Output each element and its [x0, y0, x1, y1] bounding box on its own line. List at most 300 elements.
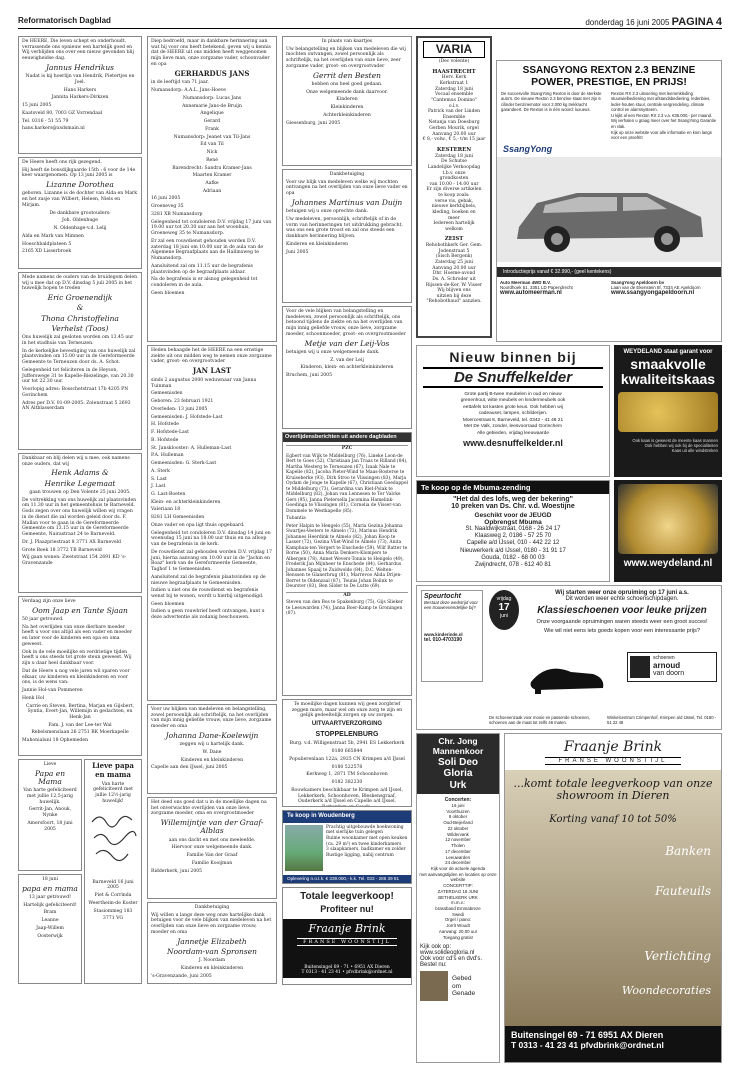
text-line: Oom Jaap en Tante Sjaan [32, 605, 128, 615]
shop-name2: van doorn [653, 670, 685, 678]
concert-line: 17 december [445, 848, 471, 854]
text-line: Heden behaagde het de HEERE na een ernstige ziekte uit ons midden weg te nemen onze zorgzame vader, groot- en overgrootvader [151, 348, 272, 365]
text-line: Dat de Heere u nog vele jaren wil sparen voor elkaar, uw kinderen en kleinkinderen en voor ons, is de wens van: [22, 668, 130, 686]
ad-sub: Geschikt voor de JEUGD [474, 512, 552, 519]
contact-address: Buitensingel 69 - 71 6951 AX Dieren [511, 1030, 664, 1040]
shoe-copy [525, 590, 719, 634]
ad-brand: De Snuffelkelder [423, 367, 603, 388]
varia-line: Vocaal ensemble [434, 92, 474, 98]
text-line: Na het overlijden van onze dierbare moeder heeft u voor ons altijd als een vader en moeder en later voor de kinderen een opa en oma geweest. [22, 624, 132, 647]
wedding-announcement-henk-henrike [18, 453, 142, 593]
text-line: Mede namens de ouders van de bruidegom delen wij u mee dat op D.V. dinsdag 5 juli 2005 in het huwelijk hopen te treden [22, 275, 138, 292]
cd-cover [420, 971, 448, 1001]
text-line: Hoeschbaldplateen 5 [22, 241, 72, 247]
concert-line: ZATERDAG 18 JUNI [437, 888, 479, 894]
text-line: Metje van der Leij-Vos [304, 338, 390, 348]
word-banken: Banken [665, 844, 711, 858]
text-line: Mahonialuni 18 Ophemeden [22, 738, 89, 744]
text-line: 0182 382230 [331, 780, 363, 786]
text-line: Verdaag zijn onze lieve [22, 599, 76, 604]
ad-line: www.desnuffelkelder.nl [463, 438, 563, 449]
text-line: Noordam-van Spronsen [166, 946, 257, 956]
text-line: aan ons dacht en met ons meeleefde. [168, 837, 256, 843]
concert-line: Aanvang: 20.00 uur [438, 928, 478, 934]
cd-title-word: om [452, 982, 462, 990]
text-line: F. Hofstede-Last [151, 430, 189, 436]
obituary-list: Tubantia [286, 516, 306, 522]
text-line: Voor uw blijken van medeleven en belangstelling, zowel persoonlijk als schriftelijk, na het overlijden van mijn innig geliefde vrouw, onze lieve, zorgzame moeder en oma [151, 707, 272, 730]
concert-line: Oud-Beijerland [443, 820, 473, 826]
text-line: Gerard [203, 119, 221, 125]
speurtocht-ad [421, 590, 483, 682]
ad-line: Prachtig uitgebouwde hoekwoning met sierlijke tuin gelegen [326, 824, 404, 836]
text-line: Weertheim-de Koster [88, 900, 138, 906]
text-line: Hiervoor onze welgemeende dank. [171, 845, 253, 851]
text-line: Willemijntje van der Graaf-Alblas [160, 818, 264, 836]
text-line: Stasiommeg 183 [93, 908, 133, 914]
speurtocht-sub: Bestaat deze wedstrijd voor een trouwevriendelijke bij? [424, 600, 478, 610]
varia-line: Wij blijven ons [437, 288, 471, 294]
choir-title-line: Mannenkoor [432, 745, 484, 756]
text-line: Annemarie Jans-de Bruijn [182, 103, 242, 109]
concert-line: Leeuwarden [445, 854, 471, 860]
ad-subtitle: POWER, PRESTIGE, EN PRIJS! [531, 76, 687, 88]
ad-line: Rexton RX 2.3 uitvoering met leeromkleding stuurwielbediening met afstandsbediening, ledenbies, leder-houten stuur, centrale vergrendeling, climate control en alarmsysteem. [611, 91, 711, 112]
brand-band [283, 919, 411, 965]
text-line: H. Hofstede [151, 422, 179, 428]
text-line: In de kerkelijke bevestiging van ons huwelijk zal plaatsvinden om 15.00 uur in de Gereformeerde Gemeente te Terneuzen door ds. A. Schot. [22, 348, 136, 366]
text-line: Ons huwelijk zal gesloten worden om 13.45 uur in het stadhuis van Terneuzen. [22, 335, 134, 346]
word-verlichting: Verlichting [644, 949, 711, 963]
varia-line: meer [448, 215, 460, 221]
text-line: Voor uw blijk van medeleven welke wij mochten ontvangen na het overlijden van onze lieve vader en opa [286, 179, 408, 197]
text-line: Henk Hol [22, 695, 45, 701]
text-line: Jannie Hol-van Pommeren [22, 688, 83, 694]
text-line: 15 juni 2005 [22, 103, 52, 109]
concert-line: Voorthuizen [446, 808, 470, 814]
text-line: Indien u geen rouwbrief heeft ontvangen, kunt u deze advertentie als zodanig beschouwen. [151, 609, 265, 621]
obituary-jan-last [147, 345, 277, 701]
thanks-willemijntje [147, 797, 277, 899]
text-line: Van harte gefeliciteerd met jullie 12,5-jarig huwelijk. [23, 788, 77, 805]
text-line: De HEERE, Die leven schept en onderhoudt, verrassende ons opnieuw een hartelijk goed en Wij verblijden ons over een nieuw gevonden blij eeuwigheidse dag. [22, 39, 134, 62]
dealer-address: Laan van de Ekenstein 5f, 7334 AE Apeldoorn [611, 285, 701, 291]
obituary-list: Steven van den Bos te Spakenburg (75), Gijs Slieker te Leeuwarden (74), Janna Boer-Kamp te Groningen (87). [286, 600, 403, 617]
text-line: Van harte gefeliciteerd met jullie 12½-jarig huwelijk! [93, 781, 133, 804]
obituary-list: Egbert van Wijk te Middelburg (76), Lineke Loon-de Bert te Goes (52), Christiaan Jan Traas te Rilland (84), Martha Westerg te Terneuzen (67), Izaak Nale te Kapelle (82), Jacoba Pieter-Wind te Maas-Bosterse te Kruiseberke (93), Dirk Stroo te Vlissingen (83), Marja Oydam de Jonge te Kapelle (67), Christiaan Goedappel te Middelburg (73), Gerardina van Riet-Polak te Middelburg (82), Johan van Lennesen te Ter Valcke Gers (95), Janna Pietersella Jacomina Hamelink-Goedinga te Vlissingen (81), Cornelia de Visser-van Dommele te Westkapelle (85). [286, 453, 408, 514]
text-line: & [76, 303, 84, 313]
text-line: G. Last-Boeten [151, 491, 186, 497]
ad-sub: 10 preken van Ds. Chr. v.d. Woestijne [451, 503, 575, 510]
text-line: Frank [205, 126, 219, 132]
concert-line: m.m.v.: [450, 900, 466, 906]
text-line: Kinderen en kleinkinderen [286, 241, 349, 247]
text-line: Geen bloemen [151, 601, 185, 607]
text-line: Dankbetuiging [194, 905, 230, 910]
ad-line: De succesvolle SsangYong Rexton is door de sterkste auto's. De nieuwe Rexton 2.3 benzine staat met zijn 6 cilinder benzinemotor voor 2.000 kg trekkracht garandeert. De Rexton is in één woord: luxueus. [501, 91, 602, 112]
text-line: Thona Christoffelina [41, 313, 119, 323]
varia-line: Ensemble [442, 114, 466, 120]
ad-line: Met De Valk, zonder, leesvoorraad Gorinchem [463, 424, 563, 430]
text-line: Maarten Kramer [192, 173, 232, 179]
text-line: Gelegenheid tot feliciteren in de Heyson, Jufferswege 31 te Kapelle-Biezelinge, van 20.30 uur tot 22.30 uur. [22, 367, 134, 385]
intro2: Dit worden weer echte schoenschipdagen. [565, 596, 679, 602]
concert-line: CONCERTTIP: [443, 883, 473, 889]
text-line: Kerkweg 1, 2871 TM Schoonhoven [306, 772, 388, 778]
wedding-announcement-eric-thona [18, 272, 142, 450]
ad-mannenkoor [416, 733, 500, 1063]
dealer-name: Auto Meerman 4WD B.V. [500, 280, 551, 286]
text-line: Overleden: 13 juni 2005 [151, 406, 208, 412]
ad-big: smaakvolle kwaliteitskaas [620, 356, 716, 387]
text-line: 2165 XD Lisserbroek [22, 249, 72, 255]
text-line: Ook in de vele moeilijke en verdrietige tijden heeft u ons steeds tot grote steun geweest. Wij zijn u daar heel dankbaar voor. [22, 649, 132, 667]
text-line: STOPPELENBURG [315, 730, 379, 738]
text-line: Lieve papa en mama [92, 761, 134, 779]
concert-line: Wildervank [447, 831, 469, 837]
brand-name: Fraanje Brink [308, 921, 386, 935]
text-line: Burg. v.d. Willigenstraat 5b, 2941 ES Lekkerkerk [289, 741, 405, 747]
dealer-name: SsangYong Apeldoorn bv [611, 280, 665, 286]
text-line: Er zal een rouwdienst gehouden worden D.V. zaterdag 18 juni om 10.00 uur in de aula van de Algemene Begraafplaats aan de Hallinxweg te Numansdorp. [151, 238, 264, 262]
text-line: Geen bloemen [151, 290, 185, 296]
brand-contact: T 0313 - 41 23 41 • pfvdbrink@ordnet.nl [283, 970, 411, 978]
text-line: 0180 522578 [331, 764, 363, 770]
thanks-metje-van-der-leij [282, 306, 412, 429]
varia-line: "Cantemus Domino" [430, 97, 478, 103]
obituary-gerhardus-jans [147, 36, 277, 342]
ad-line: U kijkt al een Rexton RX 2.3 v.a. €36.000,- per maand. Wij verhalen u graag meer over het SsangYong Garantie en vlak. [611, 113, 717, 129]
address-line: St. Naaldwijkstraat, 0168 - 26 24 17 [465, 526, 561, 532]
ad-snuffelkelder [416, 345, 610, 477]
choir-title-line: Soli Deo [437, 756, 478, 768]
text-line: Jannus Hendrikus [45, 62, 115, 72]
text-line: GERHARDUS JANS [174, 68, 250, 78]
word-woondecoraties: Woondecoraties [621, 984, 711, 997]
brand-address: Buitensingel 69 - 71 • 6951 AX Dieren [283, 965, 411, 971]
price-banner: Introductieprijs vanaf € 32.990,- (geel kentekens) [497, 267, 721, 277]
text-line: Adres per D.V. 01-09-2005: Zolenstraat 5 2693 AN Altblasserdam [22, 400, 131, 412]
ad-line: Rustige ligging, nabij centrum [326, 853, 394, 859]
text-line: 0180 665844 [331, 749, 363, 755]
varia-line: verse vis, gebak, [434, 198, 474, 204]
ad-title: Te koop in Woudenberg [283, 811, 411, 823]
varia-line: € 8,- volw., € 5,- t/m 15 jaar [422, 137, 486, 143]
text-line: Groeneveg 35 [151, 204, 184, 210]
text-line: Amersfoort, 18 juni 2005 [27, 820, 73, 832]
text-line: Joh. Oldenhuge [62, 218, 98, 224]
address-line: Klaasweg 2, 0186 - 57 25 70 [474, 533, 552, 540]
ad-line: cadeauset, lampen, schilderijen. [478, 411, 548, 417]
text-line: Papa en Mama [34, 768, 66, 786]
concert-line: 8 oktober [448, 814, 468, 820]
source-label: PZC [286, 445, 408, 452]
varia-line: te koop zoals: [438, 193, 470, 198]
ad-line: Kijk op onze website voor alle informatie en kom langs voor een proefrit! [611, 129, 712, 140]
varia-line: Herv. Kerk [441, 75, 467, 81]
handwritten-signature [88, 810, 138, 873]
cd-title-word: Genade [452, 990, 476, 998]
text-line: Populierenlaan 122a, 2925 CN Krimpen a/d IJssel [289, 756, 405, 762]
thanks-gerrit-den-besten [282, 36, 412, 166]
text-line: Eric Groenendijk [47, 293, 113, 303]
text-line: Ridderkerk, juni 2005 [151, 868, 203, 874]
ad-line: eettafels tot kasten grote keus. Ook hebben wij [463, 404, 563, 410]
text-line: J. Last [151, 484, 166, 490]
badge-day: 17 [498, 602, 510, 613]
ad-house-for-sale [282, 810, 412, 884]
text-line: 3771 VG [102, 916, 124, 922]
text-line: Kaatsveld 80, 7003 GZ Vorrendaal [22, 110, 103, 116]
text-line: Giessenburg, juni 2005 [286, 120, 341, 126]
ad-fraanje-brink [504, 733, 722, 1063]
varia-line: (Sisch Bergenk) [435, 254, 473, 260]
concert-line: Tholen [451, 843, 465, 849]
text-line: Barendrecht: Sandra Kramer-Jans [172, 165, 252, 171]
speurtocht-tel: tel. 010-4703190 [424, 637, 463, 643]
concert-line: Orgel / piano: [444, 917, 472, 923]
ad-tag: Kaas uit alle windstreken [671, 448, 718, 454]
speurtocht-title: Speurtocht [424, 593, 461, 600]
cd-row [417, 968, 499, 1004]
varia-line: Zaterdag 18 juni [434, 86, 474, 92]
varia-line: "Rehobothaud" aanzien. [426, 299, 482, 305]
text-line: geboren. Lizanne is de dochter van Alda en Mark en het zusje van Wilbert, Heleen, Niels en Mirjam. [22, 191, 138, 208]
text-line: Adriaan [202, 188, 222, 194]
varia-heading: ZEIST [444, 236, 464, 243]
newspaper-name: Reformatorisch Dagblad [18, 16, 111, 25]
text-line: De rouwdienst zal gehouden worden D.V. vrijdag 17 juni, hierna aanvang om 10.00 uur in de "Jachin en Boaz" kerk van de Gereformeerde Gemeente, Taghof 1 te Gemeenisden. [151, 549, 272, 573]
text-line: Z. van der Leij [330, 357, 364, 363]
text-line: De voltrekking van ons huwelijk zal plaatsvinden om 11.30 uur in het gemeentehuis te Barneveld. Gods zegen over ons huwelijk willen wij vragen in de dienst die zal worden geleid door ds. F. Mallan voor te gaan in de Gereformeerde Gemeente om 13.15 uur in de Gereformeerde Gemeente, Nairastraat 24 te Barneveld. [22, 497, 137, 538]
badge-weekday: vrijdag [496, 596, 512, 602]
header-rule [18, 28, 722, 29]
dealer-2 [611, 280, 718, 296]
text-line: JAN LAST [192, 366, 232, 376]
concert-line: 12 november [445, 837, 471, 843]
shop-logo [627, 652, 717, 682]
anniversary-handwritten [84, 759, 142, 984]
text-line: Grote Beek 18 3772 TB Barneveld [22, 547, 102, 553]
ad-title: WEYDELAND staat garant voor [623, 349, 713, 355]
word-fauteuils: Fauteuils [655, 884, 711, 898]
source-label: AD [286, 592, 408, 599]
text-line: Gelegenheid tot condoleren D.V. vrijdag 17 juni van 19.00 uur tot 20.30 uur aan het woonhuis, Groeneweg 35 te Numansdorp. [151, 219, 272, 237]
varia-line: Zaterdag 18 juni [434, 153, 474, 159]
text-line: Wij willen u langs deze weg onze hartelijke dank betuigen voor de vele blijken van medeleven na het overlijden van onze lieve en zorgzame vrouw, moeder en oma [151, 912, 272, 935]
text-line: Verhelst (Toos) [51, 323, 109, 333]
text-line: Henk Adams & [51, 468, 109, 478]
concert-line: brassband Emmabreze [435, 905, 481, 911]
birth-announcement-jannus [18, 36, 142, 154]
text-line: papa en mama [22, 883, 78, 893]
text-line: Bruchem, juni 2005 [286, 373, 333, 379]
text-line: Wij gaan wonen: Zwetstraat 154 2691 KD 's-Gravenzande [22, 555, 127, 567]
text-line: Te moeilijke dagen kunnen wij geen zorgbrief zeggen mare, maar wel om onze zorg te zijn en gelijk gedeeltelijk zorgen op uw zorgen. [291, 702, 403, 719]
text-line: Rebelsmenslaan 26 2751 BK Moerkapelle [31, 730, 129, 736]
web-url: www.solideogloria.nl [420, 950, 475, 957]
ad-tag: Ook kaas is geweest de meeste kaas mannen [632, 438, 718, 444]
text-line: Uw belangstelling en blijken van medeleven die wij mochten ontvangen, zowel persoonlijk als schriftelijk, na het overlijden van onze lieve, zeer zorgzame vader, groot- en overgrootvader [286, 46, 406, 69]
address-line: Gouda, 0182 - 68 00 03 [481, 554, 545, 561]
text-line: 's-Gravenzande, juni 2005 [151, 973, 212, 979]
varia-line: Kerkstraat 1 [439, 81, 469, 86]
text-line: N. Oldenhage-v.d. Lelij [53, 226, 107, 232]
concert-line: 16 juni [451, 803, 465, 809]
ad-mbuma-zending [416, 480, 610, 582]
web-note: Ook voor cd's en dvd's. Bestel nu: [420, 956, 482, 969]
text-line: Jannita Harkers-Dirkzen [51, 95, 109, 101]
text-line: Familie Van der Graaf [186, 853, 238, 859]
text-line: Nadat is kij hoerlijn van Hendrik, Pietertjes en Joel. [25, 74, 135, 85]
text-line: Alda en Mark van Mimnen [22, 233, 84, 239]
ad-col-right [611, 91, 717, 141]
varia-line: kleding, boeken en [432, 209, 476, 215]
text-line: Het deed ons goed dat u in de moeilijke dagen na het onverwachte overlijden van onze lieve, zorgzame moeder, oma en overgrootmoeder [151, 800, 267, 817]
text-line: S. Last [151, 476, 167, 482]
concert-line: Kijk voor de actuele agenda [430, 865, 486, 871]
text-line: betuigen wij u onze oprechte dank. [286, 209, 369, 215]
text-line: Tel. 0316 - 51 55 79 [22, 118, 69, 124]
varia-line: Dhr. Hoeme-avond [432, 271, 476, 277]
house-photo [285, 825, 323, 871]
text-line: P.A. Hulleman [151, 453, 184, 459]
varia-line: Jodenstraat 5 [438, 248, 470, 254]
text-line: Leanne [41, 918, 59, 924]
varia-line: Ds. A. Schroder uit [432, 276, 476, 282]
concert-line: 24 december [445, 860, 471, 866]
ad-line: grenenhout, witte meubels en kindermeubels ook [460, 398, 566, 404]
text-line: Jaap-Willem [36, 925, 64, 931]
text-line: Capelle aan den IJssel, juni 2005 [151, 765, 228, 771]
varia-line: grondkosten [439, 176, 469, 182]
ad-line: 3 slaapkamers, badkamer en zolder [326, 847, 406, 853]
text-line: Johannes Martinus van Duijn [291, 197, 403, 207]
contact-phone: T 0313 - 41 23 41 pfvdbrink@ordnet.nl [511, 1040, 664, 1050]
shoe-footer [489, 715, 719, 725]
text-line: betuigen wij u onze welgemeende dank. [286, 349, 380, 355]
badge-month: juni [500, 613, 508, 619]
varia-line: Netanja van Doesburg [428, 120, 480, 126]
varia-heading: HAASTRECHT [432, 68, 476, 75]
text-line: Lizanne Dorothea [46, 180, 114, 190]
text-line: Valeriaan 18 [151, 507, 181, 513]
text-line: J. Noordam [198, 958, 226, 964]
text-line: gaan trouwen op Den Volente 25 juni 2005. [29, 489, 131, 495]
text-line: Hartelijk gefeliciteerd! [23, 902, 77, 908]
concert-line: Jorrit Woudt [446, 923, 470, 929]
intro: Wij starten weer onze opruiming op 17 juni a.s. [555, 590, 689, 596]
page-number: 4 [715, 16, 722, 28]
text-line: UITVAARTVERZORGING [311, 721, 383, 728]
varia-line: Zaterdag 25 juni [434, 260, 474, 265]
text-line: Oosterwijk [37, 933, 63, 939]
cheese-wheel-photo [618, 484, 718, 554]
text-line: Piet & Corrinda [94, 893, 132, 899]
text-line: Dankbaar en blij delen wij u mee, ook namens onze ouders, dat wij [22, 456, 130, 467]
varia-line: Iedereen hartelijk [433, 221, 475, 227]
brand-name: Fraanje Brink [563, 739, 663, 755]
thanks-jannetje-noordam [147, 902, 277, 984]
ad-price: Oplevering n.o.t.k. € 339.000,- k.k. Tel. 033 - 286 39 81 [283, 875, 411, 883]
text-line: Onze welgemeende dank daarvoor. [306, 89, 388, 95]
varia-line: Gerben Mourik, orgel [429, 126, 479, 131]
text-line: B. Hofstede [151, 437, 179, 443]
page-word: PAGINA [671, 16, 714, 28]
ad-weydeland-top [614, 345, 722, 477]
ad-line: Alle gebieden, vrijdag leeuwaarde [476, 430, 549, 436]
varia-line: Landelijke Verkoopdag [427, 164, 481, 170]
text-line: Kinderen, klein- en achterkleinkinderen [300, 365, 394, 371]
varia-line: Aanvang 20.00 uur [432, 131, 476, 137]
brand-logo: SsangYong [503, 144, 553, 155]
ad-tag: Ook hebben wij ook bij de specialiteiten [644, 443, 718, 449]
page-info [585, 16, 722, 28]
ad-title: Profiteer nu! [320, 903, 374, 914]
ad-ssangyong [496, 60, 722, 342]
anniversary-papa-mama-1 [18, 759, 82, 871]
choir-title-block [417, 734, 499, 794]
ad-line: Moercestraat 8, Barneveld, tel. 0342 - 41 48 21 [462, 417, 564, 423]
dealers [497, 277, 721, 299]
text-line: Gerrit den Besten [313, 70, 381, 80]
address-line: Nieuwerkerk a/d IJssel, 0180 - 31 91 17 [460, 547, 566, 554]
text-line: Kinderen [336, 97, 358, 103]
date: donderdag 16 juni 2005 [585, 18, 670, 27]
varia-line: o.l.v. [448, 103, 460, 109]
ad-uitvaartverzorging [282, 699, 412, 807]
concerts-title: Concerten: [444, 797, 472, 804]
text-line: Gemeenisden [151, 391, 183, 397]
section-title: Overlijdensberichten uit andere dagbladen [283, 433, 411, 442]
text-line: Na de begrafenis is er alsnog gelegenheid tot condoleren in de aula. [151, 277, 258, 288]
text-line: Gerrit-Jan, Anouk, Nynke [28, 807, 72, 819]
varia-heading: KESTEREN [436, 146, 472, 153]
text-line: Fam. J. van der Lee-ter Wal [48, 722, 112, 728]
text-line: Achterkleinkinderen [323, 112, 371, 118]
text-line: zeggen wij u hartelijk dank. [179, 742, 245, 748]
contact-band [505, 1026, 721, 1062]
ad-fraanje-brink-small [282, 887, 412, 985]
text-line: Henrike Legemaat [44, 478, 116, 488]
text-line: Aansluitend zal om 11.15 uur de begrafenis plaatsvinden op de begraafplaats aldaar. [151, 263, 253, 275]
text-line: hebben ons heel goed gedaan. [311, 81, 383, 87]
text-line: Gemeenisden: J. Hofstede-Last [151, 414, 223, 420]
obituaries-other-papers [282, 432, 412, 696]
text-line: 50 jaar getrouwd. [22, 616, 64, 622]
varia-column [416, 36, 492, 338]
text-line: Gemeenisden: G. Sterk-Last [151, 461, 217, 467]
choir-title-line: Gloria [443, 768, 473, 780]
brand-sub: FRANSE WOONSTIJL [545, 757, 681, 765]
varia-line: welkom [445, 226, 463, 232]
text-line: Johanna Dane-Koelewijn [165, 730, 259, 740]
text-line: Lieve [43, 762, 57, 767]
ad-sub: Opbrengst Mbuma [484, 519, 542, 526]
text-line: Kleinkinderen [330, 105, 364, 111]
text-line: Hans Harkers [63, 87, 97, 93]
logo-text [653, 656, 684, 678]
web-intro: Kijk ook op: [420, 944, 452, 951]
concert-line: BETHELKERK URK [438, 894, 478, 900]
date-badge [489, 590, 519, 630]
script-headline: ...komt totale leegverkoop van onze showroom in Dieren [513, 777, 713, 803]
text-line: Voor de vele blijken van belangstelling en medeleven, zowel persoonlijk als schriftelijk, ons betoond tijdens de ziekte en na het overlijden van mijn innig geliefde vrouw, onze lieve, zorgzame moeder, schoonmoeder, groot- en overgrootmoeder [286, 309, 406, 337]
text-line: Jannetje Elizabeth [177, 936, 247, 946]
logo-mark [630, 656, 650, 678]
varia-line: van 10.00 - 14.00 uur [429, 181, 479, 187]
choir-title-line: Chr. Jong [438, 736, 478, 746]
